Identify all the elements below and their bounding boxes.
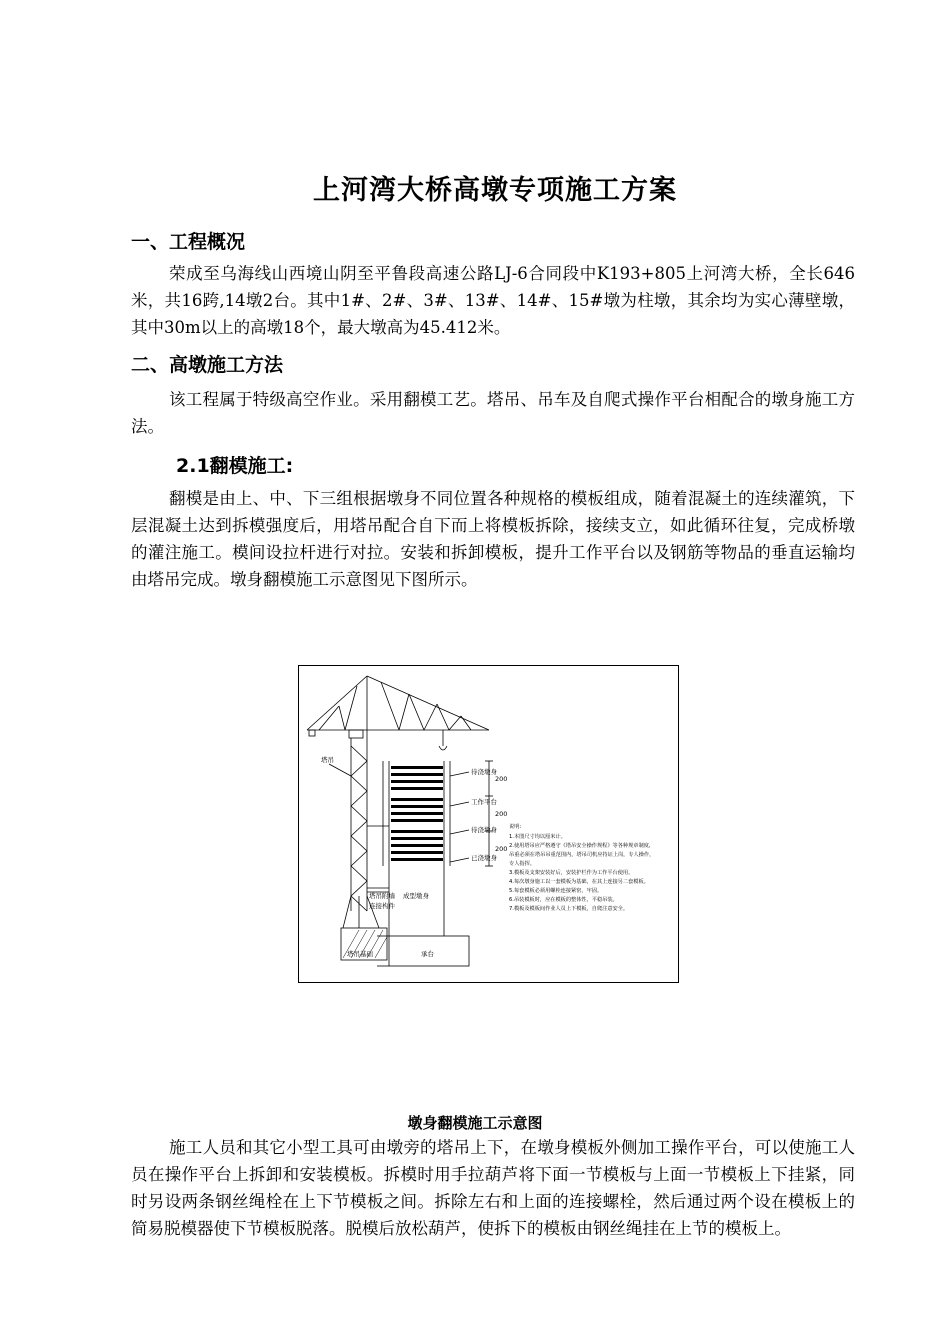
label-foundation: 承台: [421, 950, 434, 958]
label-poured-pier: 已浇墩身: [471, 854, 497, 862]
note-line: 5.每套模板必须用螺栓连接紧密，牢固。: [509, 888, 603, 894]
note-line: 6.吊装模板时，应在模板的整体性，平稳吊装。: [509, 897, 618, 903]
label-crane-base: 塔吊基础: [347, 950, 373, 958]
notes-title: 说明:: [509, 824, 522, 830]
label-attach: 塔吊附墙: [369, 892, 395, 900]
dim-top: 200: [495, 775, 508, 783]
note-line: 专人指挥。: [509, 861, 535, 867]
note-line: 3.模板及支架安装好后，安装护栏作为工作平台使用。: [509, 870, 634, 876]
note-line: 7.模板及模板间作业人员上下模板，自爬注意安全。: [509, 906, 629, 912]
dim-bot: 200: [495, 845, 508, 853]
label-work-platform: 工作平台: [471, 798, 497, 806]
note-line: 吊重必须在塔吊吊重范围内，塔吊司机应持证上岗，专人操作，: [509, 852, 655, 858]
note-line: 4.每次墩身施工以一套模板为基础，在其上连接另二套模板。: [509, 879, 649, 885]
label-formwork-pier: 待浇墩身: [471, 768, 497, 776]
label-formwork-pier-2: 待浇墩身: [471, 826, 497, 834]
method-paragraph: 该工程属于特级高空作业。采用翻模工艺。塔吊、吊车及自爬式操作平台相配合的墩身施工方法。: [131, 390, 855, 436]
label-finished-pier: 成型墩身: [403, 892, 429, 900]
note-line: 1.本图尺寸均以厘米计。: [509, 834, 566, 840]
section-heading-overview: 一、工程概况: [131, 231, 246, 253]
figure-caption: 墩身翻模施工示意图: [407, 1114, 543, 1132]
section-heading-method: 二、高墩施工方法: [131, 354, 284, 376]
label-tower-crane: 塔吊: [321, 756, 334, 764]
after-figure-paragraph: 施工人员和其它小型工具可由墩旁的塔吊上下，在墩身模板外侧加工操作平台，可以使施工人员在操作平台上拆卸和安装模板。拆模时用手拉葫芦将下面一节模板与上面一节模板上下挂紧，同时另设两条钢丝绳栓在上下节模板之间。拆除左右和上面的连接螺栓，然后通过两个设在模板上的简易脱模器使下节模板脱落。脱模后放松葫芦，使拆下的模板由钢丝绳挂在上节的模板上。: [131, 1138, 855, 1238]
document-title: 上河湾大桥高墩专项施工方案: [313, 175, 677, 206]
construction-diagram: [298, 665, 679, 983]
overview-paragraph: 荣成至乌海线山西境山阴至平鲁段高速公路LJ-6合同段中K193+805上河湾大桥，全长646米，共16跨,14墩2台。其中1#、2#、3#、13#、14#、15#墩为柱墩，其余均为实心薄壁墩，其中30m以上的高墩18个，最大墩高为45.412米。: [131, 264, 855, 337]
label-attach-2: 连接构件: [369, 902, 395, 910]
dim-mid: 200: [495, 810, 508, 818]
subsection-heading: 2.1翻模施工:: [176, 455, 294, 477]
subsection-paragraph: 翻模是由上、中、下三组根据墩身不同位置各种规格的模板组成，随着混凝土的连续灌筑，下层混凝土达到拆模强度后，用塔吊配合自下而上将模板拆除，接续支立，如此循环往复，完成桥墩的灌注施工。模间设拉杆进行对拉。安装和拆卸模板，提升工作平台以及钢筋等物品的垂直运输均由塔吊完成。墩身翻模施工示意图见下图所示。: [131, 489, 855, 589]
note-line: 2.使用塔吊应严格遵守《塔吊安全操作规程》等各种规章制度,: [509, 843, 651, 849]
